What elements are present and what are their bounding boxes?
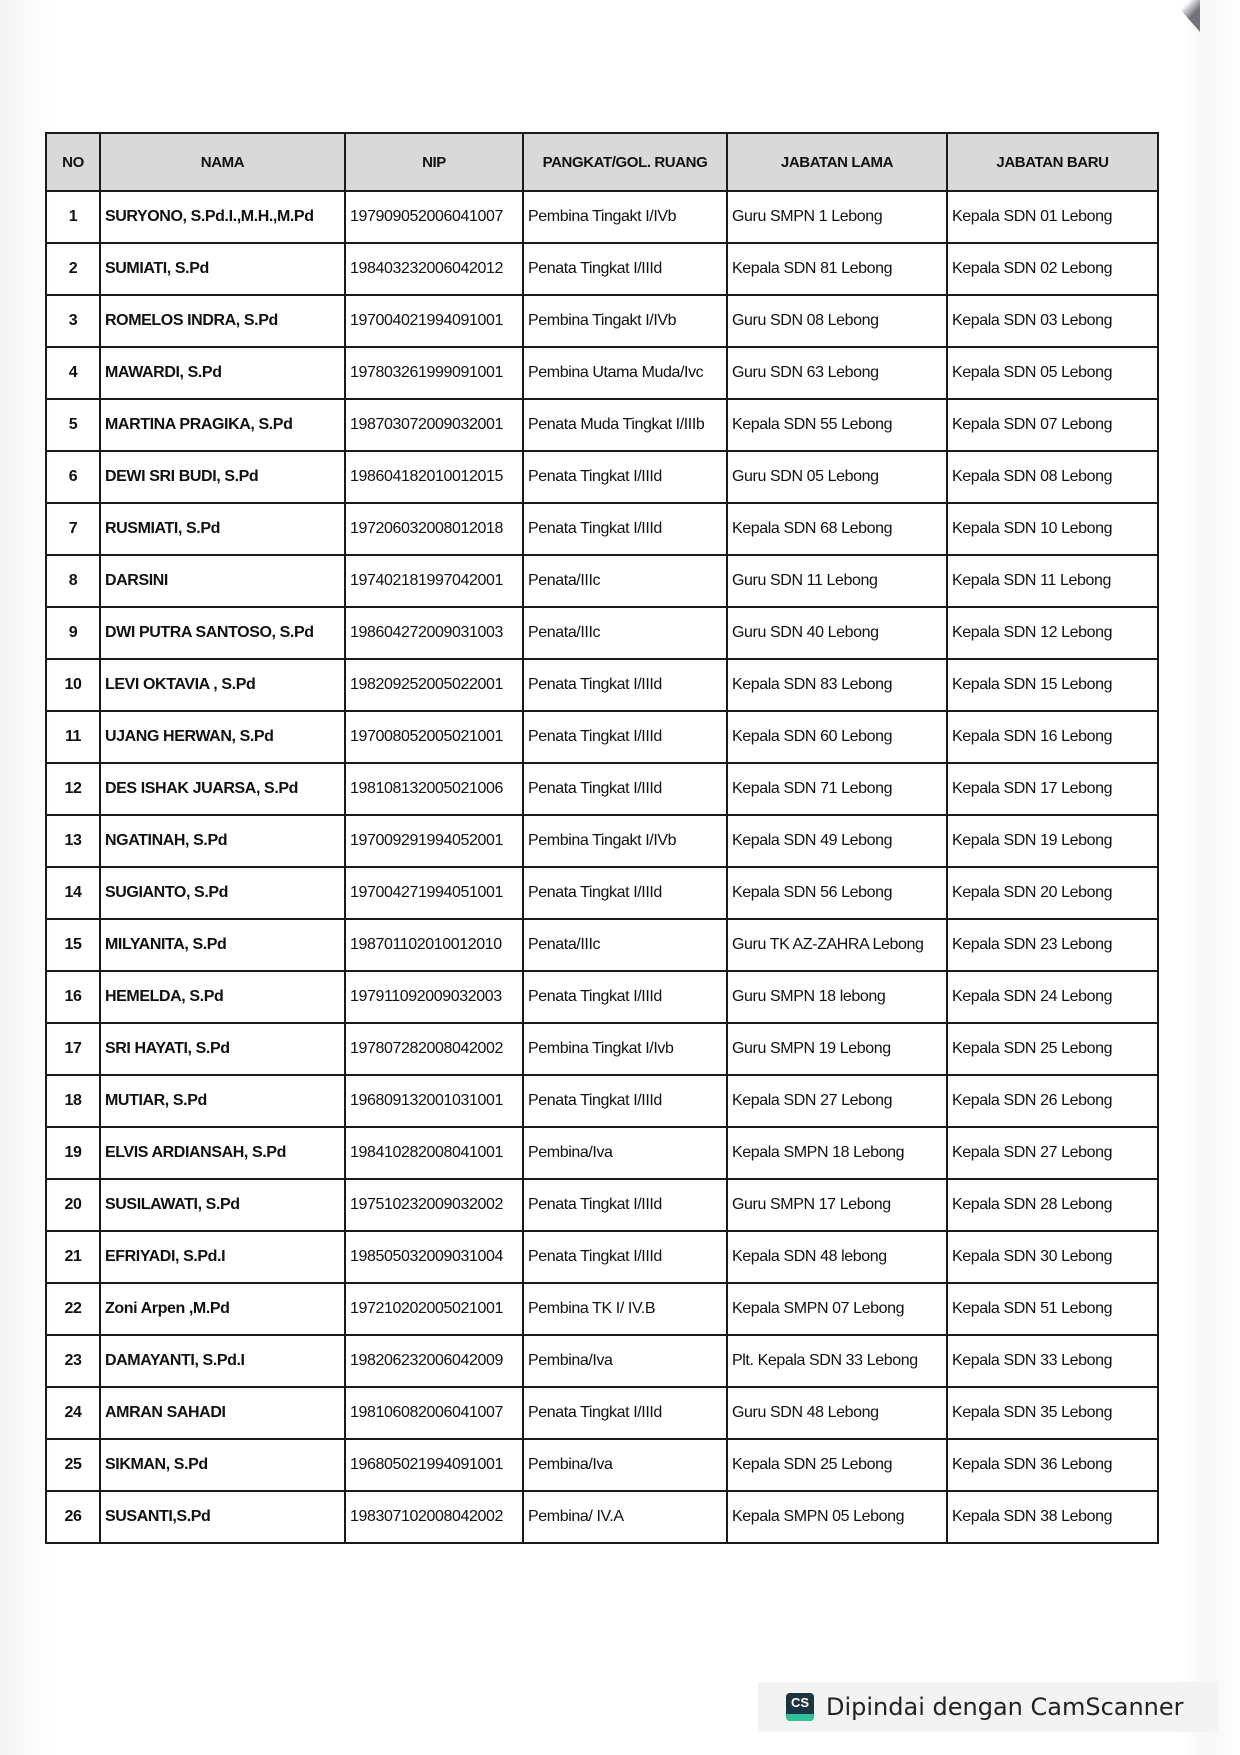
camscanner-logo-icon [786, 1693, 814, 1721]
cell-nama: DES ISHAK JUARSA, S.Pd [100, 763, 345, 815]
cell-jabatan-lama: Kepala SDN 83 Lebong [727, 659, 947, 711]
cell-pangkat: Penata Tingkat I/IIId [523, 763, 727, 815]
cell-jabatan-baru: Kepala SDN 12 Lebong [947, 607, 1158, 659]
cell-pangkat: Penata/IIIc [523, 607, 727, 659]
cell-jabatan-lama: Guru SDN 08 Lebong [727, 295, 947, 347]
cell-nip: 197210202005021001 [345, 1283, 523, 1335]
cell-no: 3 [46, 295, 100, 347]
cell-nama: SUGIANTO, S.Pd [100, 867, 345, 919]
cell-nama: DEWI SRI BUDI, S.Pd [100, 451, 345, 503]
cell-nama: ELVIS ARDIANSAH, S.Pd [100, 1127, 345, 1179]
cell-jabatan-baru: Kepala SDN 30 Lebong [947, 1231, 1158, 1283]
cell-jabatan-baru: Kepala SDN 15 Lebong [947, 659, 1158, 711]
cell-jabatan-lama: Kepala SDN 71 Lebong [727, 763, 947, 815]
table-row [46, 1491, 1158, 1543]
cell-pangkat: Penata Tingkat I/IIId [523, 711, 727, 763]
table-row [46, 763, 1158, 815]
cell-nama: RUSMIATI, S.Pd [100, 503, 345, 555]
cell-jabatan-lama: Kepala SDN 49 Lebong [727, 815, 947, 867]
cell-nip: 198206232006042009 [345, 1335, 523, 1387]
cell-no: 22 [46, 1283, 100, 1335]
cell-no: 25 [46, 1439, 100, 1491]
cell-nama: LEVI OKTAVIA , S.Pd [100, 659, 345, 711]
cell-jabatan-baru: Kepala SDN 01 Lebong [947, 191, 1158, 243]
cell-jabatan-lama: Kepala SDN 25 Lebong [727, 1439, 947, 1491]
table-row [46, 815, 1158, 867]
cell-pangkat: Pembina Tingkat I/Ivb [523, 1023, 727, 1075]
camscanner-logo-text: CS [790, 1695, 810, 1710]
cell-nip: 196809132001031001 [345, 1075, 523, 1127]
cell-no: 23 [46, 1335, 100, 1387]
cell-no: 12 [46, 763, 100, 815]
header-jabatan-lama: JABATAN LAMA [727, 133, 947, 191]
cell-nama: SUSANTI,S.Pd [100, 1491, 345, 1543]
cell-nama: SRI HAYATI, S.Pd [100, 1023, 345, 1075]
cell-no: 13 [46, 815, 100, 867]
cell-pangkat: Pembina/Iva [523, 1335, 727, 1387]
cell-pangkat: Penata Muda Tingkat I/IIIb [523, 399, 727, 451]
table-row [46, 867, 1158, 919]
cell-jabatan-baru: Kepala SDN 08 Lebong [947, 451, 1158, 503]
cell-nip: 196805021994091001 [345, 1439, 523, 1491]
cell-nip: 198403232006042012 [345, 243, 523, 295]
cell-nip: 197909052006041007 [345, 191, 523, 243]
table-row [46, 555, 1158, 607]
cell-nip: 198604272009031003 [345, 607, 523, 659]
cell-jabatan-baru: Kepala SDN 27 Lebong [947, 1127, 1158, 1179]
cell-jabatan-baru: Kepala SDN 20 Lebong [947, 867, 1158, 919]
table-row [46, 1127, 1158, 1179]
table-row [46, 347, 1158, 399]
cell-nama: NGATINAH, S.Pd [100, 815, 345, 867]
camscanner-text: Dipindai dengan CamScanner [826, 1693, 1184, 1721]
cell-nama: MARTINA PRAGIKA, S.Pd [100, 399, 345, 451]
table-row [46, 1387, 1158, 1439]
cell-jabatan-baru: Kepala SDN 38 Lebong [947, 1491, 1158, 1543]
cell-pangkat: Penata Tingkat I/IIId [523, 1179, 727, 1231]
cell-no: 8 [46, 555, 100, 607]
cell-jabatan-lama: Kepala SDN 60 Lebong [727, 711, 947, 763]
table-row [46, 1023, 1158, 1075]
table-row [46, 659, 1158, 711]
cell-jabatan-baru: Kepala SDN 05 Lebong [947, 347, 1158, 399]
cell-jabatan-lama: Guru SMPN 1 Lebong [727, 191, 947, 243]
cell-jabatan-baru: Kepala SDN 33 Lebong [947, 1335, 1158, 1387]
cell-no: 14 [46, 867, 100, 919]
cell-jabatan-lama: Plt. Kepala SDN 33 Lebong [727, 1335, 947, 1387]
cell-nip: 197911092009032003 [345, 971, 523, 1023]
table-row [46, 1335, 1158, 1387]
cell-pangkat: Pembina Tingakt I/IVb [523, 191, 727, 243]
cell-nip: 197803261999091001 [345, 347, 523, 399]
header-no: NO [46, 133, 100, 191]
table-row [46, 399, 1158, 451]
cell-nip: 198108132005021006 [345, 763, 523, 815]
cell-no: 21 [46, 1231, 100, 1283]
cell-no: 20 [46, 1179, 100, 1231]
cell-no: 10 [46, 659, 100, 711]
cell-no: 26 [46, 1491, 100, 1543]
cell-nip: 198703072009032001 [345, 399, 523, 451]
cell-nama: SUSILAWATI, S.Pd [100, 1179, 345, 1231]
cell-jabatan-lama: Guru SDN 11 Lebong [727, 555, 947, 607]
cell-pangkat: Penata/IIIc [523, 555, 727, 607]
header-jabatan-baru: JABATAN BARU [947, 133, 1158, 191]
cell-pangkat: Pembina/Iva [523, 1439, 727, 1491]
cell-nip: 197206032008012018 [345, 503, 523, 555]
cell-no: 16 [46, 971, 100, 1023]
cell-nama: UJANG HERWAN, S.Pd [100, 711, 345, 763]
cell-nip: 198505032009031004 [345, 1231, 523, 1283]
cell-jabatan-lama: Guru TK AZ-ZAHRA Lebong [727, 919, 947, 971]
cell-jabatan-baru: Kepala SDN 24 Lebong [947, 971, 1158, 1023]
cell-nip: 197510232009032002 [345, 1179, 523, 1231]
cell-no: 19 [46, 1127, 100, 1179]
cell-no: 5 [46, 399, 100, 451]
table-row [46, 1439, 1158, 1491]
cell-nama: EFRIYADI, S.Pd.I [100, 1231, 345, 1283]
table-row [46, 711, 1158, 763]
cell-pangkat: Penata Tingkat I/IIId [523, 1231, 727, 1283]
cell-no: 4 [46, 347, 100, 399]
cell-pangkat: Pembina/Iva [523, 1127, 727, 1179]
cell-jabatan-baru: Kepala SDN 26 Lebong [947, 1075, 1158, 1127]
cell-no: 24 [46, 1387, 100, 1439]
cell-no: 9 [46, 607, 100, 659]
cell-jabatan-lama: Kepala SDN 48 lebong [727, 1231, 947, 1283]
cell-jabatan-lama: Guru SDN 05 Lebong [727, 451, 947, 503]
cell-nip: 197004021994091001 [345, 295, 523, 347]
cell-pangkat: Penata Tingkat I/IIId [523, 243, 727, 295]
cell-pangkat: Penata Tingkat I/IIId [523, 971, 727, 1023]
table-row [46, 451, 1158, 503]
table-row [46, 1075, 1158, 1127]
cell-jabatan-lama: Kepala SDN 81 Lebong [727, 243, 947, 295]
table-row [46, 503, 1158, 555]
cell-jabatan-baru: Kepala SDN 10 Lebong [947, 503, 1158, 555]
table-row [46, 243, 1158, 295]
cell-jabatan-baru: Kepala SDN 35 Lebong [947, 1387, 1158, 1439]
cell-no: 11 [46, 711, 100, 763]
cell-nip: 198106082006041007 [345, 1387, 523, 1439]
cell-pangkat: Pembina TK I/ IV.B [523, 1283, 727, 1335]
cell-pangkat: Pembina Utama Muda/Ivc [523, 347, 727, 399]
cell-nip: 198604182010012015 [345, 451, 523, 503]
cell-pangkat: Penata Tingkat I/IIId [523, 451, 727, 503]
table-row [46, 1231, 1158, 1283]
cell-nama: SIKMAN, S.Pd [100, 1439, 345, 1491]
cell-jabatan-lama: Guru SDN 48 Lebong [727, 1387, 947, 1439]
table-row [46, 1179, 1158, 1231]
cell-nama: DAMAYANTI, S.Pd.I [100, 1335, 345, 1387]
cell-jabatan-lama: Kepala SDN 56 Lebong [727, 867, 947, 919]
cell-no: 15 [46, 919, 100, 971]
cell-pangkat: Penata Tingkat I/IIId [523, 503, 727, 555]
cell-no: 7 [46, 503, 100, 555]
header-nip: NIP [345, 133, 523, 191]
header-pangkat: PANGKAT/GOL. RUANG [523, 133, 727, 191]
cell-jabatan-baru: Kepala SDN 23 Lebong [947, 919, 1158, 971]
cell-nama: DWI PUTRA SANTOSO, S.Pd [100, 607, 345, 659]
cell-jabatan-baru: Kepala SDN 11 Lebong [947, 555, 1158, 607]
cell-nip: 197807282008042002 [345, 1023, 523, 1075]
cell-nip: 197008052005021001 [345, 711, 523, 763]
cell-no: 18 [46, 1075, 100, 1127]
cell-jabatan-baru: Kepala SDN 17 Lebong [947, 763, 1158, 815]
cell-pangkat: Penata Tingkat I/IIId [523, 867, 727, 919]
table-row [46, 295, 1158, 347]
cell-nama: MILYANITA, S.Pd [100, 919, 345, 971]
cell-jabatan-lama: Kepala SMPN 05 Lebong [727, 1491, 947, 1543]
cell-nama: SURYONO, S.Pd.I.,M.H.,M.Pd [100, 191, 345, 243]
cell-pangkat: Penata/IIIc [523, 919, 727, 971]
table-body [46, 191, 1158, 1543]
cell-jabatan-lama: Kepala SDN 68 Lebong [727, 503, 947, 555]
cell-nip: 197009291994052001 [345, 815, 523, 867]
transfer-table [45, 132, 1159, 1544]
cell-nip: 197402181997042001 [345, 555, 523, 607]
cell-jabatan-baru: Kepala SDN 16 Lebong [947, 711, 1158, 763]
cell-nip: 197004271994051001 [345, 867, 523, 919]
cell-jabatan-lama: Kepala SMPN 07 Lebong [727, 1283, 947, 1335]
cell-nama: DARSINI [100, 555, 345, 607]
cell-no: 2 [46, 243, 100, 295]
cell-nip: 198701102010012010 [345, 919, 523, 971]
cell-jabatan-lama: Guru SDN 63 Lebong [727, 347, 947, 399]
cell-jabatan-baru: Kepala SDN 51 Lebong [947, 1283, 1158, 1335]
cell-nama: MUTIAR, S.Pd [100, 1075, 345, 1127]
table-row [46, 191, 1158, 243]
cell-jabatan-baru: Kepala SDN 03 Lebong [947, 295, 1158, 347]
camscanner-watermark [758, 1682, 1218, 1732]
cell-jabatan-baru: Kepala SDN 02 Lebong [947, 243, 1158, 295]
cell-jabatan-baru: Kepala SDN 25 Lebong [947, 1023, 1158, 1075]
cell-nama: HEMELDA, S.Pd [100, 971, 345, 1023]
cell-jabatan-lama: Kepala SDN 55 Lebong [727, 399, 947, 451]
header-nama: NAMA [100, 133, 345, 191]
cell-pangkat: Pembina/ IV.A [523, 1491, 727, 1543]
cell-no: 17 [46, 1023, 100, 1075]
table-row [46, 919, 1158, 971]
cell-jabatan-lama: Guru SDN 40 Lebong [727, 607, 947, 659]
cell-pangkat: Pembina Tingakt I/IVb [523, 815, 727, 867]
cell-nip: 198410282008041001 [345, 1127, 523, 1179]
cell-jabatan-lama: Guru SMPN 18 lebong [727, 971, 947, 1023]
table-row [46, 971, 1158, 1023]
cell-jabatan-lama: Kepala SDN 27 Lebong [727, 1075, 947, 1127]
cell-pangkat: Pembina Tingakt I/IVb [523, 295, 727, 347]
cell-pangkat: Penata Tingkat I/IIId [523, 1387, 727, 1439]
cell-no: 6 [46, 451, 100, 503]
cell-jabatan-baru: Kepala SDN 19 Lebong [947, 815, 1158, 867]
cell-pangkat: Penata Tingkat I/IIId [523, 1075, 727, 1127]
table-header-row [46, 133, 1158, 191]
cell-nama: Zoni Arpen ,M.Pd [100, 1283, 345, 1335]
cell-jabatan-lama: Kepala SMPN 18 Lebong [727, 1127, 947, 1179]
cell-nip: 198307102008042002 [345, 1491, 523, 1543]
cell-pangkat: Penata Tingkat I/IIId [523, 659, 727, 711]
cell-nip: 198209252005022001 [345, 659, 523, 711]
cell-jabatan-baru: Kepala SDN 28 Lebong [947, 1179, 1158, 1231]
table-row [46, 607, 1158, 659]
cell-nama: MAWARDI, S.Pd [100, 347, 345, 399]
cell-nama: SUMIATI, S.Pd [100, 243, 345, 295]
cell-nama: ROMELOS INDRA, S.Pd [100, 295, 345, 347]
table-row [46, 1283, 1158, 1335]
cell-jabatan-lama: Guru SMPN 19 Lebong [727, 1023, 947, 1075]
cell-jabatan-baru: Kepala SDN 36 Lebong [947, 1439, 1158, 1491]
cell-no: 1 [46, 191, 100, 243]
cell-jabatan-lama: Guru SMPN 17 Lebong [727, 1179, 947, 1231]
cell-nama: AMRAN SAHADI [100, 1387, 345, 1439]
cell-jabatan-baru: Kepala SDN 07 Lebong [947, 399, 1158, 451]
